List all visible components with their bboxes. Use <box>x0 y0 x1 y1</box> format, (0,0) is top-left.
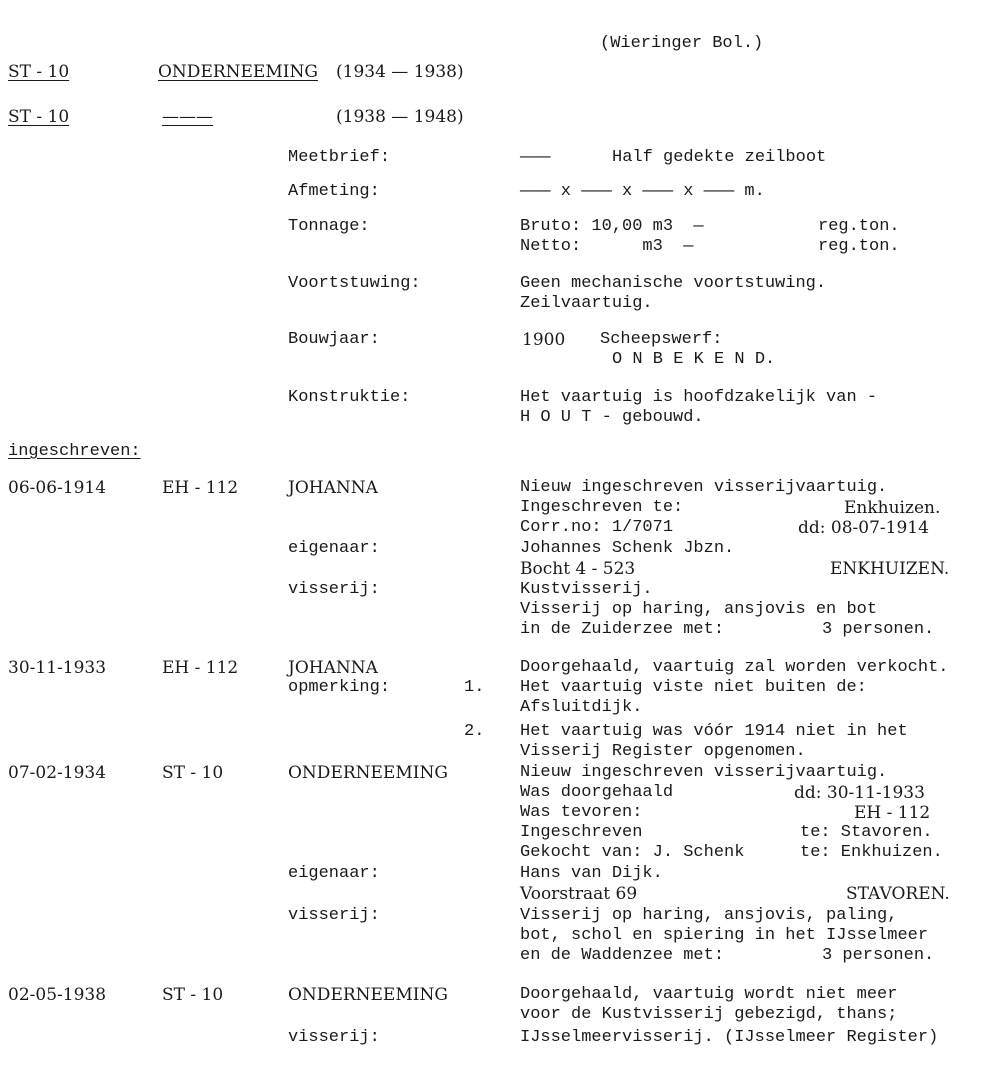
entry-line: Bocht 4 - 523 <box>520 559 636 579</box>
entry-line: Het vaartuig viste niet buiten de: <box>520 678 867 697</box>
entry-reg: ST - 10 <box>162 763 224 783</box>
owner-label: eigenaar: <box>288 864 380 883</box>
konstruktie-line1: Het vaartuig is hoofdzakelijk van - <box>520 388 878 407</box>
entry-line: Hans van Dijk. <box>520 864 663 883</box>
entry-line: Visserij op haring, ansjovis en bot <box>520 600 878 619</box>
register-heading: ingeschreven: <box>8 442 141 461</box>
entry-line: Voorstraat 69 <box>520 884 638 904</box>
entry-line: Nieuw ingeschreven visserijvaartuig. <box>520 478 888 497</box>
entry-date: 07-02-1934 <box>8 763 107 783</box>
owner-label: eigenaar: <box>288 539 380 558</box>
entry-line: Het vaartuig was vóór 1914 niet in het <box>520 722 908 741</box>
entry-line: Visserij op haring, ansjovis, paling, <box>520 906 898 925</box>
remark-number: 2. <box>464 722 485 741</box>
fishery-label: visserij: <box>288 1028 380 1047</box>
registration-number: ST - 10 <box>8 62 70 82</box>
entry-line: Doorgehaald, vaartuig wordt niet meer <box>520 985 898 1004</box>
period: (1934 — 1938) <box>336 62 464 82</box>
entry-vessel-name: ONDERNEEMING <box>288 985 448 1005</box>
entry-line: Visserij Register opgenomen. <box>520 742 806 761</box>
period-2: (1938 — 1948) <box>336 107 464 127</box>
entry-vessel-name: ONDERNEEMING <box>288 763 448 783</box>
entry-line: Was tevoren: <box>520 803 643 822</box>
entry-line: voor de Kustvisserij gebezigd, thans; <box>520 1005 898 1024</box>
entry-line: in de Zuiderzee met: <box>520 620 725 639</box>
remark-label: opmerking: <box>288 678 391 697</box>
entry-reg: ST - 10 <box>162 985 224 1005</box>
netto-unit: reg.ton. <box>818 237 900 256</box>
entry-line: Kustvisserij. <box>520 580 653 599</box>
entry-line: Ingeschreven <box>520 823 643 842</box>
entry-line-value: dd: 08-07-1914 <box>798 518 929 538</box>
entry-line: bot, schol en spiering in het IJsselmeer <box>520 926 929 945</box>
remark-number: 1. <box>464 678 485 697</box>
meetbrief-label: Meetbrief: <box>288 148 391 167</box>
vessel-type: (Wieringer Bol.) <box>600 34 764 53</box>
entry-line: Johannes Schenk Jbzn. <box>520 539 735 558</box>
entry-line: Doorgehaald, vaartuig zal worden verkocht. <box>520 658 949 677</box>
afmeting-label: Afmeting: <box>288 182 380 201</box>
entry-line-value: dd: 30-11-1933 <box>794 783 925 803</box>
entry-line: Afsluitdijk. <box>520 698 643 717</box>
entry-line-value: te: Enkhuizen. <box>800 843 943 862</box>
entry-line: IJsselmeervisserij. (IJsselmeer Register) <box>520 1028 939 1047</box>
entry-line: Nieuw ingeschreven visserijvaartuig. <box>520 763 888 782</box>
netto-value: Netto: m3 — <box>520 237 694 256</box>
entry-vessel-name: JOHANNA <box>288 478 378 498</box>
bruto-value: Bruto: 10,00 m3 — <box>520 217 704 236</box>
voortstuwing-line1: Geen mechanische voortstuwing. <box>520 274 827 293</box>
bouwjaar-value: 1900 <box>522 330 566 350</box>
entry-line: Was doorgehaald <box>520 783 674 802</box>
entry-reg: EH - 112 <box>162 478 239 498</box>
bruto-unit: reg.ton. <box>818 217 900 236</box>
registration-number-2: ST - 10 <box>8 107 70 127</box>
werf-value: O N B E K E N D. <box>612 350 776 369</box>
meetbrief-value: Half gedekte zeilboot <box>612 148 827 167</box>
vessel-name: ONDERNEEMING <box>158 62 318 82</box>
werf-label: Scheepswerf: <box>600 330 723 349</box>
entry-vessel-name: JOHANNA <box>288 658 378 678</box>
entry-date: 30-11-1933 <box>8 658 107 678</box>
entry-date: 06-06-1914 <box>8 478 107 498</box>
entry-date: 02-05-1938 <box>8 985 107 1005</box>
entry-line-value: 3 personen. <box>822 620 935 639</box>
entry-line-value: ENKHUIZEN. <box>830 559 950 579</box>
entry-line-value: EH - 112 <box>854 803 931 823</box>
fishery-label: visserij: <box>288 580 380 599</box>
entry-line-value: STAVOREN. <box>846 884 950 904</box>
fishery-label: visserij: <box>288 906 380 925</box>
tonnage-label: Tonnage: <box>288 217 370 236</box>
konstruktie-line2: H O U T - gebouwd. <box>520 408 704 427</box>
entry-line: Ingeschreven te: <box>520 498 684 517</box>
entry-line-value: Enkhuizen. <box>844 498 941 518</box>
meetbrief-dash: ——— <box>520 148 551 167</box>
entry-line-value: 3 personen. <box>822 946 935 965</box>
afmeting-value: ——— x ——— x ——— x ——— m. <box>520 182 765 201</box>
voortstuwing-line2: Zeilvaartuig. <box>520 294 653 313</box>
entry-line: Corr.no: 1/7071 <box>520 518 674 537</box>
entry-line: Gekocht van: J. Schenk <box>520 843 745 862</box>
entry-line: en de Waddenzee met: <box>520 946 725 965</box>
vessel-name-2: ——— <box>162 107 213 127</box>
entry-line-value: te: Stavoren. <box>800 823 933 842</box>
bouwjaar-label: Bouwjaar: <box>288 330 380 349</box>
entry-reg: EH - 112 <box>162 658 239 678</box>
voortstuwing-label: Voortstuwing: <box>288 274 421 293</box>
konstruktie-label: Konstruktie: <box>288 388 411 407</box>
